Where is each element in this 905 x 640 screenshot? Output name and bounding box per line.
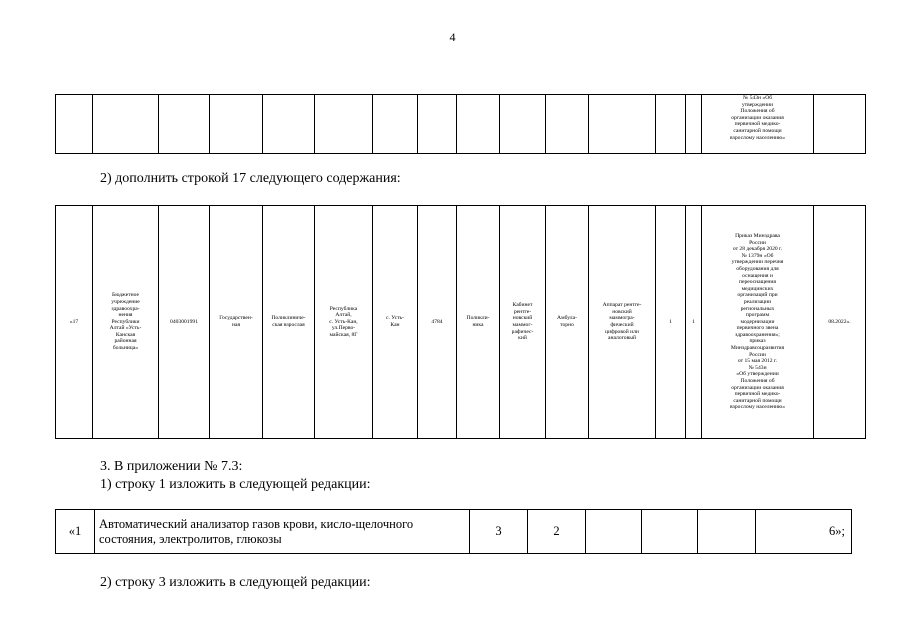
instruction-row1: 1) строку 1 изложить в следующей редакции: [100, 477, 371, 492]
value-cell [698, 510, 756, 554]
table-cell [263, 95, 315, 154]
table-cell [56, 95, 93, 154]
table-cell [159, 95, 210, 154]
instruction-row3: 2) строку 3 изложить в следующей редакции: [100, 575, 371, 590]
value-cell [586, 510, 642, 554]
row-number-cell: «17 [56, 206, 93, 439]
equipment-cell: Аппарат рентге- новский маммогра- фический цифровой или аналоговый [589, 206, 656, 439]
table-cell [210, 95, 263, 154]
table-row-17 [55, 205, 866, 439]
cabinet-cell: Кабинет рентге- новский маммог- рафичес- кий [500, 206, 546, 439]
quantity-cell: 1 [686, 206, 702, 439]
equipment-name-cell: Автоматический анализатор газов крови, кисло-щелочного состояния, электролитов, глюкозы [95, 510, 470, 554]
value-cell: 3 [470, 510, 528, 554]
value-cell [642, 510, 698, 554]
normative-act-cell: Приказ Минздрава России от 28 декабря 2020 г. № 1379н «Об утверждении перечня оборудования для оснащения и переоснащения медицинских организаций при реализации региональных программ модернизации первичного звена здравоохранения»; приказ Минздравсоцразвития России от 15 мая 2012 г. № 543н «Об утверждении Положения об организации оказания первичной медико- санитарной помощи взрослому населению» [702, 206, 814, 439]
ownership-cell: Государствен- ная [210, 206, 263, 439]
table-cell [373, 95, 418, 154]
total-cell: 6»; [756, 510, 852, 554]
address-cell: Республика Алтай, с. Усть-Кан, ул.Перво- майская, 8Г [315, 206, 373, 439]
table-cell [686, 95, 702, 154]
table-cell [546, 95, 589, 154]
table-cell [500, 95, 546, 154]
table-row [56, 206, 866, 439]
normative-act-cell: № 543н «Об утверждении Положения об организации оказания первичной медико- санитарной помощи взрослому населению» [702, 95, 814, 154]
table-cell [418, 95, 457, 154]
institution-name-cell: Бюджетное учреждение здравоохра- нения Республики Алтай «Усть- Канская районная больница» [93, 206, 159, 439]
row-number-cell: «1 [56, 510, 95, 554]
instruction-add-row: 2) дополнить строкой 17 следующего содержания: [100, 171, 401, 186]
population-cell: 4784 [418, 206, 457, 439]
table-row [56, 510, 852, 554]
date-cell: 08.2022». [814, 206, 866, 439]
section-heading: 3. В приложении № 7.3: [100, 459, 243, 474]
page-number: 4 [449, 30, 456, 44]
table-cell [93, 95, 159, 154]
locality-cell: с. Усть- Кан [373, 206, 418, 439]
table-cell [589, 95, 656, 154]
value-cell: 2 [528, 510, 586, 554]
unit-cell: Поликли- ника [457, 206, 500, 439]
table-cell [656, 95, 686, 154]
department-type-cell: Поликлиниче- ская взрослая [263, 206, 315, 439]
table-fragment-top [55, 94, 866, 154]
table-cell [814, 95, 866, 154]
table-cell [315, 95, 373, 154]
table-row [56, 95, 866, 154]
care-conditions-cell: Амбула- торно [546, 206, 589, 439]
table-cell [457, 95, 500, 154]
quantity-cell: 1 [656, 206, 686, 439]
apparatus-table [55, 509, 852, 554]
code-cell: 0403001991 [159, 206, 210, 439]
